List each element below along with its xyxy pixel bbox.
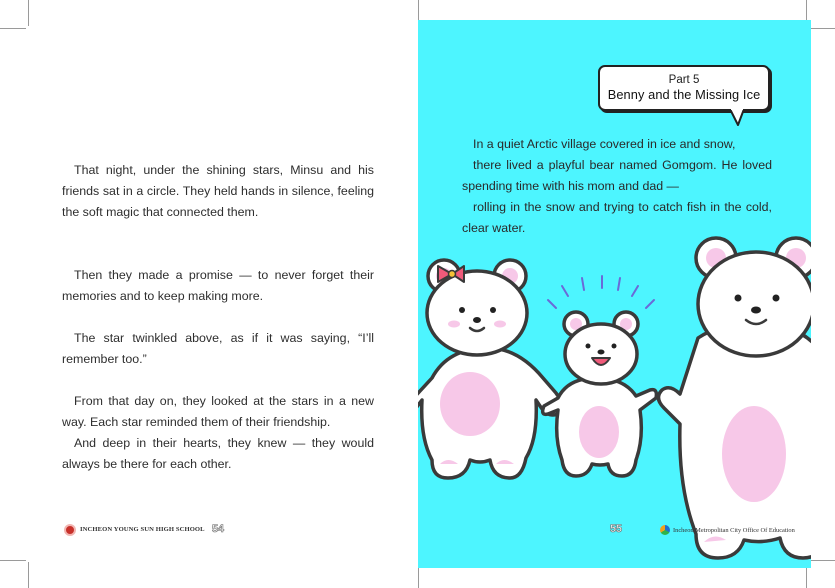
right-page bbox=[418, 20, 811, 568]
story-paragraph: That night, under the shining stars, Minsu and his friends sat in a circle. They held hands in silence, feeling the soft magic that connected them. bbox=[62, 163, 374, 219]
bear-family-illustration bbox=[418, 228, 811, 568]
title-bubble bbox=[598, 65, 770, 111]
education-office-name: Incheon Metropolitan City Office Of Education bbox=[673, 527, 795, 534]
story-title: Benny and the Missing Ice bbox=[607, 87, 761, 102]
story-line: there lived a playful bear named Gomgom. He loved spending time with his mom and dad — bbox=[462, 158, 772, 193]
school-name: INCHEON YOUNG SUN HIGH SCHOOL bbox=[80, 526, 205, 533]
education-office-logo-icon bbox=[660, 525, 670, 535]
story-paragraph: From that day on, they looked at the stars in a new way. Each star reminded them of their friendship. bbox=[62, 394, 374, 429]
story-paragraph: The star twinkled above, as if it was saying, “I’ll remember too.” bbox=[62, 331, 374, 366]
crop-mark bbox=[806, 568, 807, 588]
right-page-story bbox=[462, 134, 772, 239]
school-logo-icon bbox=[64, 524, 76, 536]
page-gutter bbox=[405, 0, 418, 588]
crop-mark bbox=[809, 28, 835, 29]
crop-mark bbox=[418, 568, 419, 588]
left-page-story bbox=[62, 160, 374, 475]
crop-mark bbox=[809, 560, 835, 561]
dad-bear-icon bbox=[658, 238, 811, 558]
page-number-right: 55 bbox=[610, 523, 622, 535]
story-paragraph: Then they made a promise — to never forget their memories and to keep making more. bbox=[62, 268, 374, 303]
speech-tail-icon bbox=[728, 109, 748, 129]
story-line: In a quiet Arctic village covered in ice and snow, bbox=[473, 137, 736, 151]
left-page bbox=[0, 0, 405, 588]
story-paragraph: And deep in their hearts, they knew — they would always be there for each other. bbox=[62, 436, 374, 471]
mom-bear-icon bbox=[418, 260, 562, 478]
part-label: Part 5 bbox=[668, 74, 700, 86]
story-line: rolling in the snow and trying to catch fish in the cold, clear water. bbox=[462, 200, 772, 235]
baby-bear-icon bbox=[543, 276, 657, 476]
page-number-left: 54 bbox=[212, 523, 224, 535]
